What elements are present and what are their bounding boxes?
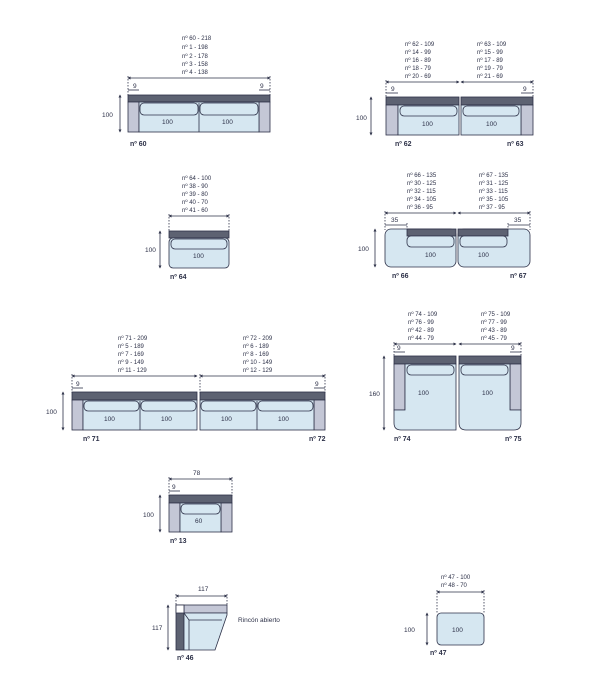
module-71-cushion-2: 100 — [161, 416, 172, 423]
module-67-backrest — [458, 229, 508, 236]
module-63-cushion: 100 — [486, 121, 497, 128]
module-63-list-5: nº 21 - 69 — [477, 74, 503, 80]
module-74-list-1: nº 74 - 109 — [408, 312, 438, 318]
module-72-list-2: nº 6 - 189 — [243, 344, 269, 350]
module-71 — [46, 335, 197, 443]
module-75-list-1: nº 75 - 109 — [481, 312, 511, 318]
module-47-list-2: nº 48 - 70 — [441, 583, 467, 589]
module-66-label: nº 66 — [392, 273, 409, 280]
module-47-label: nº 47 — [430, 650, 447, 657]
module-67-list-3: nº 33 - 115 — [479, 189, 508, 195]
module-67-list-2: nº 31 - 125 — [479, 181, 509, 187]
module-72-dim: 9 — [315, 381, 319, 388]
module-66-list-4: nº 34 - 105 — [407, 197, 437, 203]
module-71-arm — [72, 400, 83, 430]
module-72-list-5: nº 12 - 129 — [243, 368, 273, 374]
module-72-list-1: nº 72 - 209 — [243, 336, 273, 342]
module-66-list-3: nº 32 - 115 — [407, 189, 436, 195]
module-71-list-3: nº 7 - 169 — [118, 352, 144, 358]
module-72-backrest — [200, 392, 325, 400]
module-74-dim: 9 — [397, 345, 401, 352]
module-62-list-3: nº 16 - 89 — [405, 58, 431, 64]
module-66-list-2: nº 30 - 125 — [407, 181, 437, 187]
module-60-dim-left: 9 — [133, 83, 137, 90]
module-63 — [461, 41, 533, 148]
module-62-list-4: nº 18 - 79 — [405, 66, 431, 72]
module-67-list-5: nº 37 - 95 — [479, 205, 505, 211]
module-13-arm-right — [221, 503, 232, 532]
module-74-list-4: nº 44 - 79 — [408, 336, 434, 342]
module-13 — [143, 470, 232, 545]
module-46 — [152, 586, 280, 662]
module-64-list-3: nº 39 - 80 — [182, 192, 208, 198]
module-74-cushion: 100 — [418, 390, 429, 397]
module-63-dim: 9 — [523, 86, 527, 93]
module-46-backrest-top — [184, 605, 227, 613]
module-60-list-4: nº 3 - 158 — [182, 62, 208, 68]
module-74-arm — [394, 364, 405, 410]
module-72-label: nº 72 — [309, 436, 326, 443]
module-64-list-2: nº 38 - 90 — [182, 184, 208, 190]
module-46-caption: Rincón abierto — [238, 617, 280, 624]
module-13-cushion: 60 — [195, 518, 203, 525]
module-62-backrest — [386, 97, 459, 105]
module-75-list-4: nº 45 - 79 — [481, 336, 507, 342]
module-60-dim-right: 9 — [260, 83, 264, 90]
module-60-list-1: nº 60 - 218 — [182, 36, 212, 42]
module-60 — [102, 35, 270, 148]
module-74-backrest — [394, 356, 456, 364]
module-62-label: nº 62 — [395, 141, 412, 148]
module-46-seat — [184, 613, 227, 650]
module-67-list-4: nº 35 - 105 — [479, 197, 509, 203]
module-74-list-3: nº 42 - 89 — [408, 328, 434, 334]
module-63-label: nº 63 — [507, 141, 524, 148]
module-71-list-1: nº 71 - 209 — [118, 336, 148, 342]
module-67-cushion: 100 — [478, 252, 489, 259]
module-13-arm-left — [169, 503, 180, 532]
module-71-label: nº 71 — [83, 436, 100, 443]
module-60-list-2: nº 1 - 198 — [182, 45, 208, 51]
module-71-list-5: nº 11 - 129 — [118, 368, 147, 374]
module-71-height: 100 — [46, 409, 57, 416]
module-66-cushion: 100 — [425, 252, 436, 259]
module-64-height: 100 — [145, 247, 156, 254]
module-62-list-1: nº 62 - 109 — [405, 42, 435, 48]
module-13-backrest — [169, 495, 232, 503]
module-13-width: 78 — [193, 470, 201, 477]
module-72-list-4: nº 10 - 149 — [243, 360, 273, 366]
module-67-list-1: nº 67 - 135 — [479, 173, 509, 179]
module-64-list-1: nº 64 - 100 — [182, 176, 212, 182]
module-46-label: nº 46 — [177, 655, 194, 662]
module-72-cushion-2: 100 — [278, 416, 289, 423]
module-62 — [356, 41, 459, 148]
module-64-list-5: nº 41 - 60 — [182, 208, 208, 214]
module-47-list-1: nº 47 - 100 — [441, 575, 471, 581]
module-72-arm — [314, 400, 325, 430]
module-64-list-4: nº 40 - 70 — [182, 200, 208, 206]
module-66-height: 100 — [358, 246, 369, 253]
module-62-dim: 9 — [391, 86, 395, 93]
module-13-height: 100 — [143, 512, 154, 519]
module-63-list-3: nº 17 - 89 — [477, 58, 503, 64]
module-13-label: nº 13 — [170, 538, 187, 545]
module-60-cushion-2: 100 — [222, 119, 233, 126]
module-67-label: nº 67 — [510, 273, 527, 280]
module-62-cushion: 100 — [422, 121, 433, 128]
module-75 — [459, 311, 522, 443]
module-71-dim: 9 — [76, 381, 80, 388]
module-66-list-1: nº 66 - 135 — [407, 173, 437, 179]
module-62-height: 100 — [356, 115, 367, 122]
module-64 — [145, 175, 229, 281]
module-63-list-2: nº 15 - 99 — [477, 50, 503, 56]
module-71-list-2: nº 5 - 189 — [118, 344, 144, 350]
module-46-height: 117 — [152, 625, 163, 632]
module-66-list-5: nº 36 - 95 — [407, 205, 433, 211]
module-72 — [200, 335, 326, 443]
module-72-list-3: nº 8 - 169 — [243, 352, 269, 358]
module-75-arm — [510, 364, 521, 410]
module-64-cushion: 100 — [193, 253, 204, 260]
module-62-arm — [386, 105, 398, 135]
module-60-list-5: nº 4 - 138 — [182, 70, 208, 76]
module-74-label: nº 74 — [394, 436, 411, 443]
module-63-backrest — [461, 97, 533, 105]
module-66-backrest — [407, 229, 456, 236]
module-66 — [358, 172, 456, 280]
module-75-backrest — [459, 356, 521, 364]
module-75-dim: 9 — [511, 345, 515, 352]
module-75-list-2: nº 77 - 99 — [481, 320, 507, 326]
module-71-list-4: nº 9 - 149 — [118, 360, 144, 366]
module-60-label: nº 60 — [130, 141, 147, 148]
module-74-height: 160 — [369, 391, 380, 398]
module-74 — [369, 311, 456, 443]
module-63-list-4: nº 19 - 79 — [477, 66, 503, 72]
module-47 — [404, 574, 484, 657]
module-72-cushion-1: 100 — [221, 416, 232, 423]
module-63-arm — [521, 105, 533, 135]
module-64-label: nº 64 — [170, 274, 187, 281]
module-64-backrest — [169, 231, 229, 238]
module-74-list-2: nº 76 - 99 — [408, 320, 434, 326]
module-47-cushion: 100 — [452, 627, 463, 634]
module-60-arm-left — [128, 102, 139, 132]
module-13-dim: 9 — [172, 484, 176, 491]
module-46-width: 117 — [198, 586, 209, 593]
module-71-backrest — [72, 392, 197, 400]
module-67-dim: 35 — [514, 217, 522, 224]
module-60-arm-right — [259, 102, 270, 132]
module-67 — [458, 172, 530, 280]
module-75-label: nº 75 — [505, 436, 522, 443]
module-60-backrest — [128, 95, 270, 102]
module-62-list-2: nº 14 - 99 — [405, 50, 431, 56]
module-66-dim: 35 — [391, 217, 399, 224]
module-63-list-1: nº 63 - 109 — [477, 42, 507, 48]
module-60-cushion-1: 100 — [162, 119, 173, 126]
module-71-cushion-1: 100 — [104, 416, 115, 423]
module-75-cushion: 100 — [482, 390, 493, 397]
module-75-list-3: nº 43 - 89 — [481, 328, 507, 334]
module-62-list-5: nº 20 - 69 — [405, 74, 431, 80]
module-60-height: 100 — [102, 112, 113, 119]
module-60-list-3: nº 2 - 178 — [182, 54, 208, 60]
module-47-height: 100 — [404, 627, 415, 634]
